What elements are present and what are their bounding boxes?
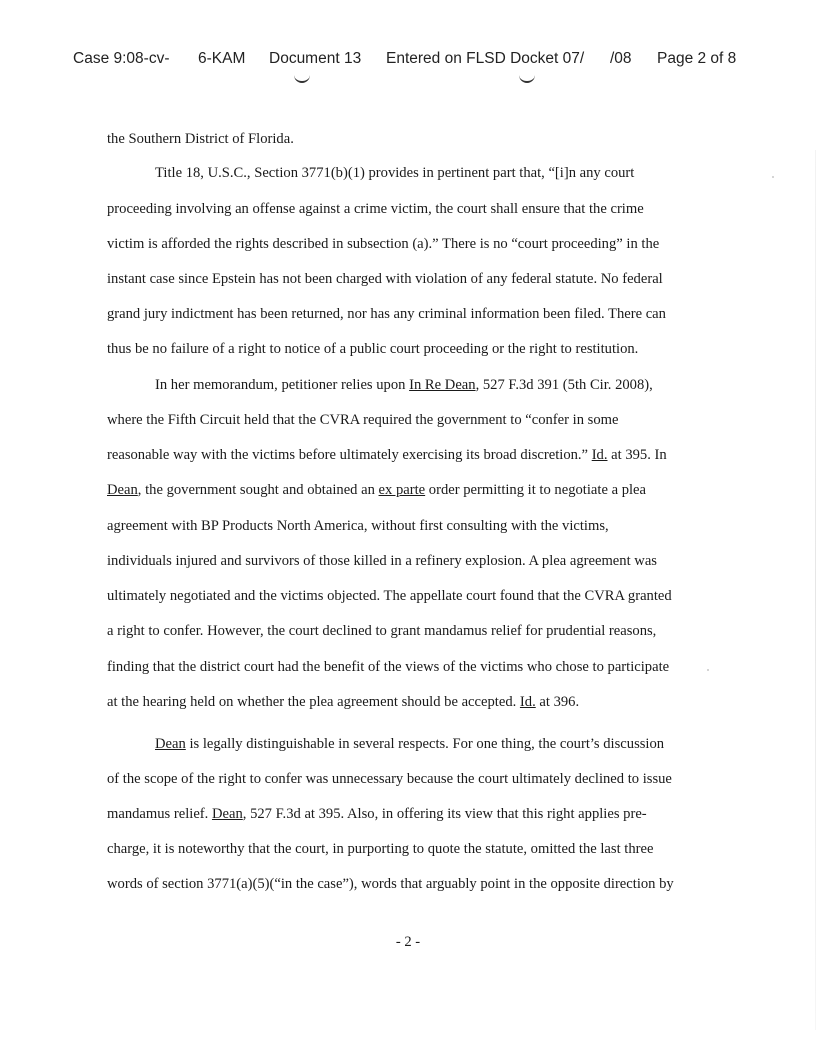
- page-number: - 2 -: [395, 934, 421, 950]
- body-line: [107, 695, 579, 710]
- text-run: reasonable way with the victims before ultimately exercising its broad discretion.”: [107, 447, 592, 463]
- body-line: agreement with BP Products North America, without first consulting with the victims,: [107, 518, 609, 534]
- case-number-suffix: 6-KAM: [198, 50, 246, 67]
- body-line: a right to confer. However, the court declined to grant mandamus relief for prudential reasons,: [107, 623, 657, 639]
- body-line: of the scope of the right to confer was unnecessary because the court ultimately declined to issue: [107, 771, 672, 787]
- body-line: Title 18, U.S.C., Section 3771(b)(1) provides in pertinent part that, “[i]n any court: [155, 165, 635, 181]
- body-line: individuals injured and survivors of those killed in a refinery explosion. A plea agreement was: [107, 553, 657, 569]
- body-line: instant case since Epstein has not been charged with violation of any federal statute. No federal: [107, 271, 663, 287]
- body-line: [107, 448, 667, 463]
- body-line: [155, 378, 653, 393]
- body-line: victim is afforded the rights described in subsection (a).” There is no “court proceeding” in the: [107, 236, 660, 252]
- body-line: finding that the district court had the benefit of the views of the victims who chose to participate: [107, 659, 670, 675]
- text-run: at 396.: [535, 694, 580, 710]
- body-line: where the Fifth Circuit held that the CVRA required the government to “confer in some: [107, 412, 619, 428]
- scan-tick-mark: [519, 75, 535, 83]
- body-line: charge, it is noteworthy that the court, in purporting to quote the statute, omitted the last three: [107, 841, 654, 857]
- docket-date-suffix: /08: [610, 50, 632, 67]
- case-citation: Dean: [107, 482, 138, 498]
- case-citation: Dean: [155, 736, 186, 752]
- scan-tick-mark: [294, 75, 310, 83]
- scan-speck: [772, 176, 774, 178]
- text-run: mandamus relief.: [107, 806, 212, 822]
- case-number: Case 9:08-cv-: [73, 50, 170, 67]
- id-citation: Id.: [591, 447, 608, 463]
- docket-entry: Entered on FLSD Docket 07/: [386, 50, 585, 67]
- body-line: [107, 807, 647, 822]
- page-count: Page 2 of 8: [657, 50, 737, 67]
- case-citation: Dean: [211, 806, 243, 822]
- body-line: [107, 483, 646, 498]
- body-line: words of section 3771(a)(5)(“in the case”), words that arguably point in the opposite direction by: [107, 876, 674, 892]
- text-run: is legally distinguishable in several respects. For one thing, the court’s discussion: [185, 736, 665, 752]
- body-line: ultimately negotiated and the victims objected. The appellate court found that the CVRA granted: [107, 588, 672, 604]
- body-line: [155, 737, 664, 752]
- text-run: In her memorandum, petitioner relies upon: [155, 377, 410, 393]
- text-run: , the government sought and obtained an: [137, 482, 379, 498]
- court-filing-header: [0, 50, 816, 72]
- id-citation: Id.: [519, 694, 536, 710]
- text-run: , 527 F.3d at 395. Also, in offering its view that this right applies pre-: [242, 806, 647, 822]
- document-number: Document 13: [269, 50, 362, 67]
- text-run: at 395. In: [607, 447, 667, 463]
- scan-speck: [707, 669, 709, 671]
- body-line: the Southern District of Florida.: [107, 131, 294, 147]
- body-line: proceeding involving an offense against a crime victim, the court shall ensure that the crime: [107, 201, 644, 217]
- text-run: at the hearing held on whether the plea agreement should be accepted.: [107, 694, 520, 710]
- text-run: , 527 F.3d 391 (5th Cir. 2008),: [475, 377, 653, 393]
- body-line: thus be no failure of a right to notice of a public court proceeding or the right to restitution.: [107, 341, 639, 357]
- text-run: order permitting it to negotiate a plea: [425, 482, 646, 498]
- latin-term: ex parte: [378, 482, 426, 498]
- case-citation: In Re Dean: [409, 377, 476, 393]
- body-line: grand jury indictment has been returned, nor has any criminal information been filed. There can: [107, 306, 666, 322]
